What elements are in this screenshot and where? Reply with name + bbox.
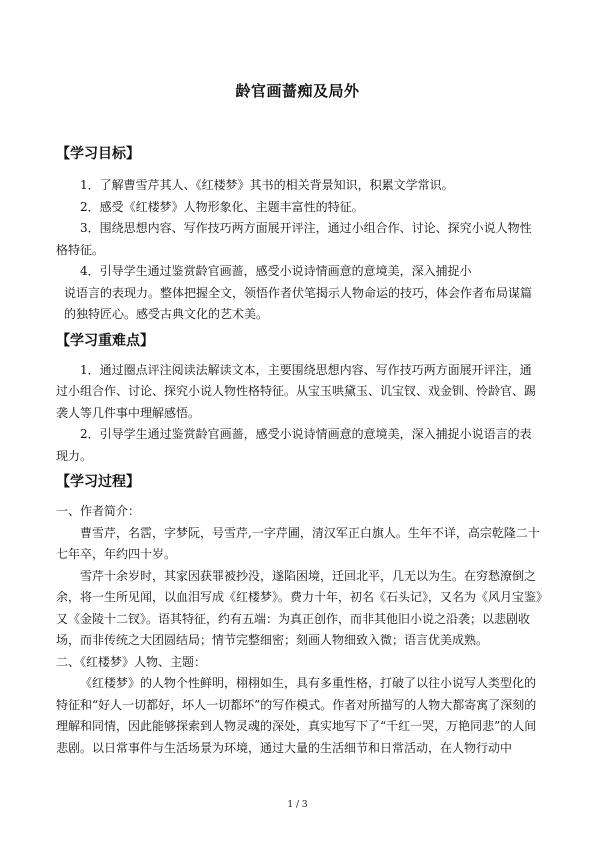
key-item-2: 2．引导学生通过鉴赏龄官画蔷，感受小说诗情画意的意境美，深入捕捉小说语言的表现力。 [56, 427, 532, 463]
process-paragraph-3: 《红楼梦》的人物个性鲜明，栩栩如生，具有多重性格，打破了以往小说写人类型化的特征和“好人一切都好，坏人一切都坏”的写作模式。作者对所描写的人物大都寄寓了深刻的理解和同情，因此能够探索到人物灵魂的深处，真实地写下了“千红一哭，万艳同悲”的人间悲剧。以日常事件与生活场景为环境，通过大量的生活细节和日常活动，在人物行动中 [56, 676, 537, 755]
goal-item-1: 1．了解曹雪芹其人、《红楼梦》其书的相关背景知识，积累文学常识。 [80, 178, 454, 192]
process-paragraph-2: 雪芹十余岁时，其家因获罪被抄没，遂陷困境，迁回北平，几无以为生。在穷愁潦倒之余，将一生所见闻，以血泪写成《红楼梦》。费力十年，初名《石头记》，又名为《风月宝鉴》又《金陵十二钗》。语其特征，约有五端：为真正创作，而非其他旧小说之沿袭；以悲剧收场，而非传统之大团圆结局；情节完整细密；刻画人物细致入微；语言优美成熟。 [56, 568, 543, 647]
section-heading-goals: 【学习目标】 [56, 146, 140, 162]
section-heading-key: 【学习重难点】 [56, 332, 154, 349]
document-body [56, 141, 542, 759]
process-paragraph-1: 曹雪芹，名霑，字梦阮，号雪芹,一字芹圃，清汉军正白旗人。生年不详，高宗乾隆二十七年卒，年约四十岁。 [56, 525, 540, 561]
section-heading-process: 【学习过程】 [56, 474, 140, 490]
page-title: 龄官画蔷痴及局外 [235, 82, 360, 100]
goal-item-3: 3．围绕思想内容、写作技巧两方面展开评注，通过小组合作、讨论、探究小说人物性格特征。 [56, 221, 532, 257]
process-subheading-characters: 二、《红楼梦》人物、主题： [56, 654, 207, 669]
process-subheading-author: 一、作者简介： [56, 504, 141, 518]
goal-item-2: 2．感受《红楼梦》人物形象化、主题丰富性的特征。 [80, 199, 364, 214]
key-item-1: 1．通过圈点评注阅读法解读文本，主要围绕思想内容、写作技巧两方面展开评注，通过小组合作、讨论、探究小说人物性格特征。从宝玉哄黛玉、讥宝钗、戏金钏、怜龄官、踢袭人等几件事中理解感悟。 [56, 362, 537, 420]
page-number: 1 / 3 [287, 800, 308, 810]
goal-item-4: 4．引导学生通过鉴赏龄官画蔷，感受小说诗情画意的意境美，深入捕捉小 [80, 264, 472, 278]
goal-item-4-cont: 说语言的表现力。整体把握全文，领悟作者伏笔揭示人物命运的技巧，体会作者布局谋篇的独特匠心。感受古典文化的艺术美。 [64, 285, 533, 321]
